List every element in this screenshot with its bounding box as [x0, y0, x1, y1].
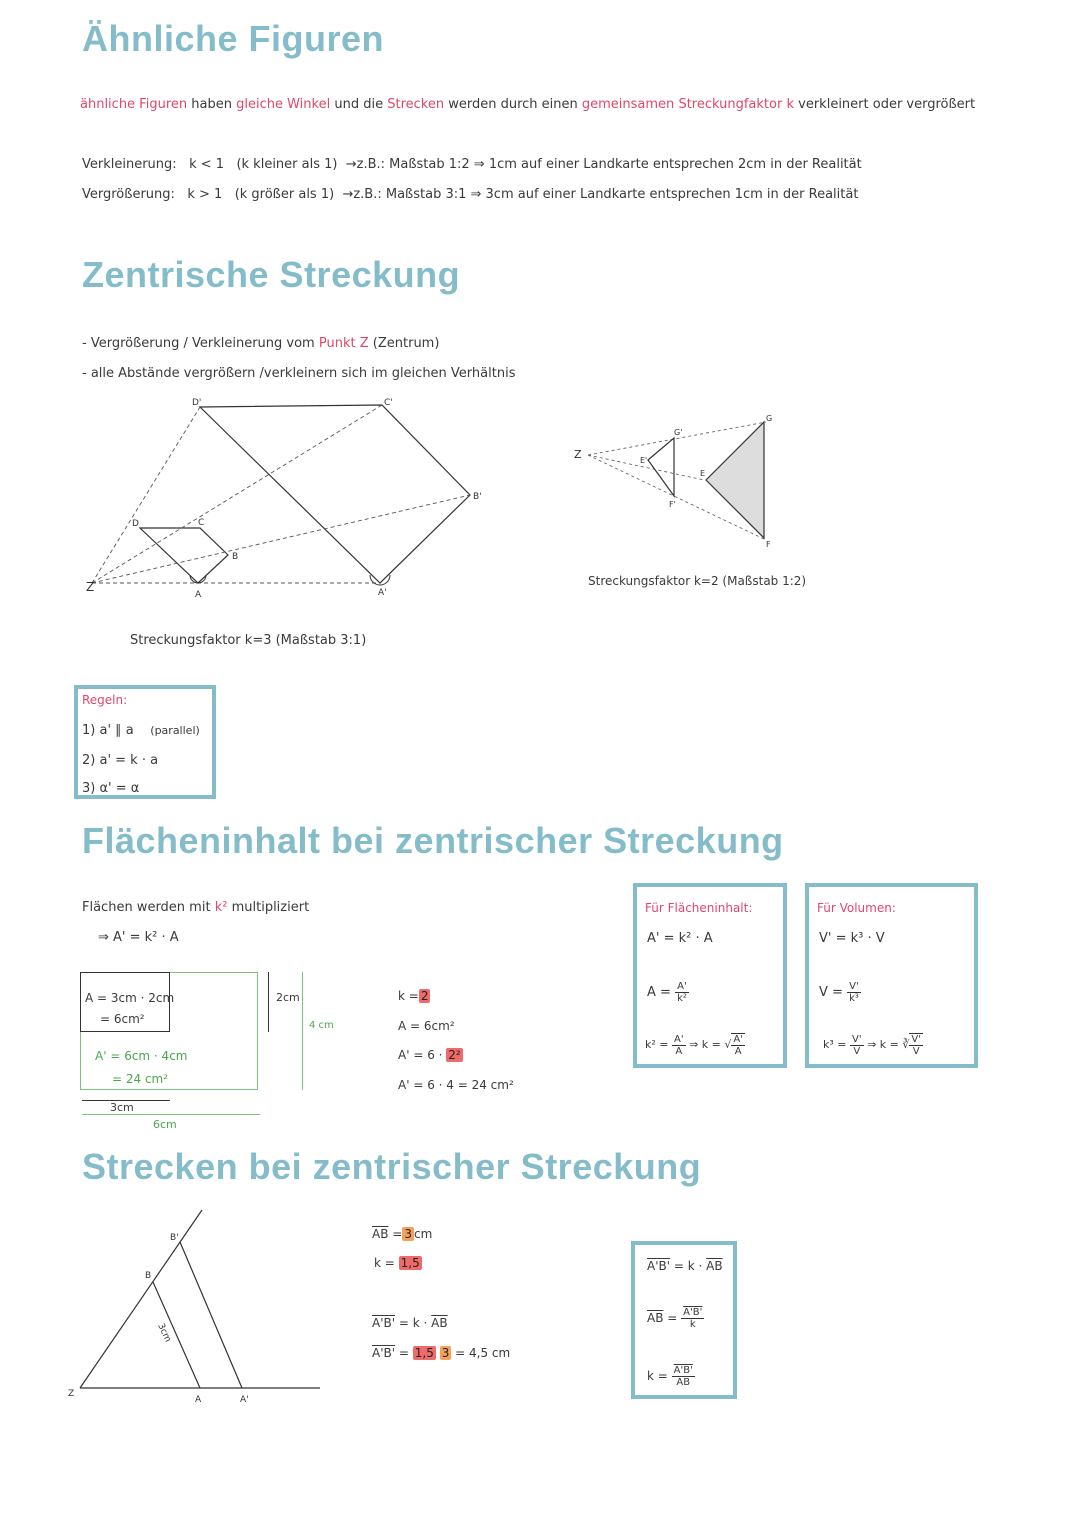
st-f1c: $\overline{AB}$ [431, 1316, 448, 1330]
box-st-l1 [647, 1259, 723, 1273]
box-vol-f2 [819, 981, 861, 1004]
fig1-label: B [232, 552, 239, 562]
st-ab-label: $\overline{AB}$ [372, 1227, 389, 1241]
fl-line-2: ⇒ A' = k² · A [98, 930, 179, 945]
regel-3: 3) α' = α [82, 781, 140, 796]
fraction [847, 981, 861, 1004]
box-fl-f3a: k² = [645, 1038, 669, 1051]
box-fl-title: Für Flächeninhalt: [645, 901, 753, 915]
box-st-l2a: $\overline{AB}$ [647, 1311, 664, 1325]
fig1-label: A [195, 590, 202, 600]
ray-zb [92, 495, 470, 583]
numerator: A'B' [683, 1307, 703, 1318]
fig3-label: B' [170, 1233, 179, 1243]
title-aehnliche-figuren: Ähnliche Figuren [82, 18, 385, 59]
calc-a2-label: A' = 6 · [398, 1048, 443, 1062]
verkleinerung-line [82, 157, 862, 172]
box-st-l1b: = k · [673, 1259, 703, 1273]
intro-part: Streckungfaktor [678, 97, 783, 112]
figure-streckung-k3 [70, 395, 510, 605]
st-ab-unit: cm [413, 1227, 433, 1241]
fig1-label: C' [384, 398, 393, 408]
large-triangle [706, 422, 764, 538]
intro-part: gleiche Winkel [236, 97, 331, 112]
st-k [374, 1256, 422, 1270]
fraction [681, 1307, 704, 1330]
box-strecke [631, 1241, 737, 1399]
box-st-l2b: = [667, 1311, 678, 1325]
denominator: k² [677, 993, 687, 1004]
box-vol-f1: V' = k³ · V [819, 931, 885, 946]
regel-1-text: 1) a' ∥ a [82, 723, 134, 738]
box-st-l3b: = [657, 1369, 668, 1383]
verkl-cond: k < 1 [189, 157, 225, 172]
vergr-paren: (k größer als 1) [234, 187, 335, 202]
title-strecken: Strecken bei zentrischer Streckung [82, 1146, 702, 1187]
box-volumen [805, 883, 978, 1068]
angle-mark-small [190, 575, 206, 583]
vergr-example: →z.B.: Maßstab 3:1 ⇒ 3cm auf einer Landkarte entsprechen 1cm in der Realität [342, 187, 859, 202]
dim-6cm: 6cm [153, 1118, 177, 1131]
box-st-l1a: A'B' [647, 1259, 671, 1273]
intro-part: Strecken [387, 97, 445, 112]
intro-part: und die [334, 97, 384, 112]
fig1-label: D [132, 519, 139, 529]
fraction [672, 1365, 695, 1388]
numerator: A' [675, 981, 689, 993]
vergr-label: Vergrößerung: [82, 187, 175, 202]
numerator: A' [674, 1033, 684, 1045]
box-flaecheninhalt [633, 883, 787, 1068]
zs-b1c: (Zentrum) [372, 336, 440, 351]
st-f2b: = [398, 1346, 409, 1360]
zs-bullet-1 [82, 336, 439, 351]
numerator: V' [852, 1033, 862, 1045]
numerator: V' [911, 1034, 921, 1045]
fl-line-1 [82, 900, 309, 915]
ray-zd [92, 407, 200, 583]
zs-bullet-2: - alle Abstände vergrößern /verkleinern sich im gleichen Verhältnis [82, 366, 516, 381]
box-vol-f3 [823, 1033, 923, 1057]
st-ab-eq: = [392, 1227, 403, 1241]
small-rect-result: = 6cm² [100, 1012, 145, 1026]
fraction [909, 1033, 923, 1057]
st-ab [372, 1227, 432, 1241]
title-zentrische-streckung: Zentrische Streckung [82, 254, 461, 295]
intro-part: haben [191, 97, 232, 112]
fraction [850, 1034, 864, 1057]
box-st-l2 [647, 1307, 704, 1330]
fraction [731, 1033, 745, 1057]
small-rect-formula: A = 3cm · 2cm [85, 991, 175, 1005]
regel-1-note: (parallel) [150, 724, 200, 737]
fig1-label: A' [378, 588, 387, 598]
regel-1 [82, 723, 200, 738]
box-fl-f2 [647, 981, 689, 1004]
title-flaecheninhalt: Flächeninhalt bei zentrischer Streckung [82, 820, 784, 861]
numerator: A' [733, 1034, 743, 1045]
calc-a3: A' = 6 · 4 = 24 cm² [398, 1078, 514, 1092]
st-f1a: A'B' [372, 1316, 396, 1330]
segment-a-b-prime [180, 1242, 242, 1388]
fig3-label: A [195, 1395, 202, 1405]
big-rect-result: = 24 cm² [112, 1072, 169, 1086]
regel-2: 2) a' = k · a [82, 753, 159, 768]
st-f2a: A'B' [372, 1346, 396, 1360]
zs-b1b: Punkt Z [318, 336, 369, 351]
dim-4cm: 4 cm [309, 1020, 334, 1031]
fig2-label: G [766, 414, 773, 423]
box-fl-f1: A' = k² · A [647, 931, 713, 946]
box-st-l3 [647, 1365, 695, 1388]
denominator: k³ [849, 993, 859, 1004]
numerator: V' [847, 981, 861, 993]
box-vol-title: Für Volumen: [817, 901, 896, 915]
fig2-label: E' [640, 456, 648, 465]
box-fl-f3 [645, 1033, 745, 1057]
box-vol-f3b: ⇒ k = ∛ [867, 1038, 910, 1051]
st-k-value: 1,5 [400, 1256, 420, 1270]
fig2-label: G' [674, 428, 683, 437]
st-f2 [372, 1346, 510, 1360]
vergroesserung-line [82, 187, 858, 202]
vergr-cond: k > 1 [187, 187, 223, 202]
box-vol-f3a: k³ = [823, 1038, 847, 1051]
fraction [675, 981, 689, 1004]
fig2-label: F [766, 540, 771, 549]
fig1-label: D' [192, 398, 202, 408]
calc-a: A = 6cm² [398, 1019, 455, 1033]
st-k-label: k = [374, 1256, 395, 1270]
fig1-label: B' [473, 492, 482, 502]
denominator: AB [676, 1377, 691, 1388]
figure-strecken [60, 1200, 330, 1410]
regeln-title: Regeln: [82, 693, 128, 707]
fig3-label: Z [68, 1389, 75, 1399]
figure-streckung-k2 [568, 410, 788, 550]
denominator: A [675, 1045, 683, 1057]
big-rect-formula: A' = 6cm · 4cm [95, 1049, 188, 1063]
fig1-caption: Streckungsfaktor k=3 (Maßstab 3:1) [130, 633, 367, 648]
large-rhombus [200, 405, 470, 583]
fig1-label: Z [86, 580, 95, 594]
ray-line [80, 1210, 202, 1388]
zs-b1a: - Vergrößerung / Verkleinerung vom [82, 336, 315, 351]
numerator: A'B' [673, 1365, 693, 1376]
fig3-label: A' [240, 1395, 249, 1405]
dim-line-4cm [302, 972, 303, 1090]
calc-k [398, 989, 430, 1003]
dim-3cm: 3cm [110, 1101, 134, 1114]
verkl-label: Verkleinerung: [82, 157, 177, 172]
box-st-l3a: k [647, 1369, 654, 1383]
denominator: V [912, 1046, 920, 1057]
dim-2cm: 2cm [276, 991, 300, 1004]
fig2-label: F' [669, 500, 676, 509]
st-f1 [372, 1316, 448, 1330]
regeln-box [74, 685, 216, 799]
small-triangle [648, 438, 674, 496]
calc-k-label: k = [398, 989, 419, 1003]
fl-line-1c: multipliziert [231, 900, 310, 915]
denominator: A [734, 1046, 742, 1057]
intro-line [80, 97, 975, 112]
fig3-label: 3cm [155, 1322, 173, 1344]
verkl-paren: (k kleiner als 1) [236, 157, 338, 172]
intro-part: k [786, 97, 794, 112]
verkl-example: →z.B.: Maßstab 1:2 ⇒ 1cm auf einer Landkarte entsprechen 2cm in der Realität [345, 157, 862, 172]
box-fl-f3b: ⇒ k = √ [689, 1038, 732, 1051]
intro-part: werden durch einen [448, 97, 578, 112]
fl-line-1a: Flächen werden mit [82, 900, 211, 915]
intro-part: verkleinert oder vergrößert [798, 97, 976, 112]
calc-k-value: 2 [420, 989, 429, 1003]
fraction [672, 1034, 686, 1057]
fig3-label: B [145, 1271, 152, 1281]
st-f2e: = 4,5 cm [455, 1346, 511, 1360]
intro-part: gemeinsamen [581, 97, 675, 112]
calc-a2 [398, 1048, 463, 1062]
fl-line-1b: k² [214, 900, 228, 915]
box-fl-f2a: A = [647, 985, 671, 1000]
fig2-caption: Streckungsfaktor k=2 (Maßstab 1:2) [588, 574, 807, 588]
small-rhombus [140, 528, 228, 583]
st-f2c: 1,5 [414, 1346, 434, 1360]
box-vol-f2a: V = [819, 985, 843, 1000]
denominator: V [853, 1045, 861, 1057]
st-f2d: 3 [441, 1346, 450, 1360]
st-ab-value: 3 [404, 1227, 412, 1241]
box-st-l1c: $\overline{AB}$ [706, 1259, 723, 1273]
dim-line-6cm [82, 1114, 260, 1115]
dim-line-2cm [268, 972, 269, 1032]
fig2-label: Z [574, 448, 582, 461]
fig1-label: C [198, 518, 205, 528]
st-f1b: = k · [398, 1316, 428, 1330]
intro-part: ähnliche Figuren [80, 97, 188, 112]
denominator: k [689, 1319, 696, 1330]
calc-a2-value: 2² [448, 1048, 461, 1062]
fig2-label: E [700, 469, 706, 478]
